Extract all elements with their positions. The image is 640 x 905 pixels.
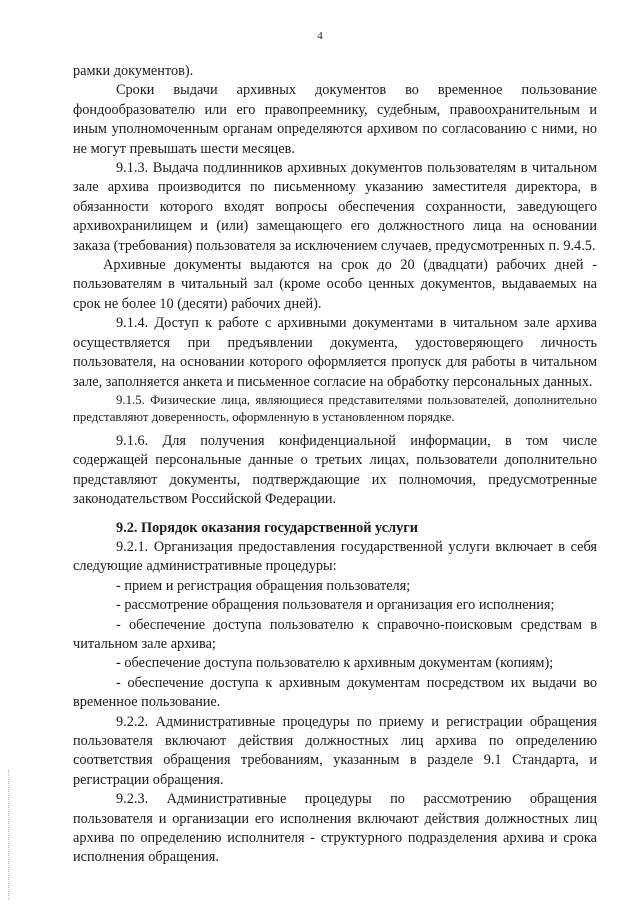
document-body (73, 62, 597, 868)
list-item: - прием и регистрация обращения пользователя; (116, 577, 411, 594)
paragraph: 9.2.3. Административные процедуры по рассмотрению обращения пользователя и организации его исполнения включают действия должностных лиц архива по определению исполнителя - структурного подразделения архива и срока исполнения обращения. (73, 791, 597, 866)
paragraph: рамки документов). (73, 63, 194, 79)
paragraph: Сроки выдачи архивных документов во временное пользование фондообразователю или его правопреемнику, судебным, правоохранительным и иным уполномоченным органам определяются архивом по согласованию с ними, но не могут превышать шести месяцев. (73, 82, 597, 157)
scan-margin-marks (8, 770, 11, 900)
paragraph: 9.1.6. Для получения конфиденциальной информации, в том числе содержащей персональные данные о третьих лицах, пользователи дополнительно представляют документы, подтверждающие их полномочия, предусмотренные законодательством Российской Федерации. (73, 432, 597, 508)
paragraph: Архивные документы выдаются на срок до 20 (двадцати) рабочих дней - пользователям в читальный зал (кроме особо ценных документов, выдаваемых на срок не более 10 (десяти) рабочих дней). (73, 257, 597, 312)
paragraph: 9.2.1. Организация предоставления государственной услуги включает в себя следующие административные процедуры: (73, 538, 597, 575)
paragraph: 9.1.5. Физические лица, являющиеся представителями пользователей, дополнительно представляют доверенность, оформленную в установленном порядке. (73, 392, 597, 424)
page-number: 4 (317, 30, 323, 42)
paragraph: 9.2.2. Административные процедуры по приему и регистрации обращения пользователя включают действия должностных лиц архива по определению соответствия обращения требованиям, указанным в разделе 9.1 Стандарта, и регистрации обращения. (73, 713, 597, 788)
list-item: - обеспечение доступа к архивным документам посредством их выдачи во временное пользование. (73, 674, 597, 711)
list-item: - обеспечение доступа пользователю к справочно-поисковым средствам в читальном зале архива; (73, 616, 597, 652)
list-item: - обеспечение доступа пользователю к архивным документам (копиям); (116, 655, 554, 672)
paragraph: 9.1.4. Доступ к работе с архивными документами в читальном зале архива осуществляется при предъявлении документа, удостоверяющего личность пользователя, на основании которого оформляется пропуск для работы в читальном зале, заполняется анкета и письменное согласие на обработку персональных данных. (73, 315, 597, 390)
section-title: 9.2. Порядок оказания государственной услуги (116, 519, 419, 536)
paragraph: 9.1.3. Выдача подлинников архивных документов пользователям в читальном зале архива производится по письменному указанию заместителя директора, в обязанности которого входят вопросы обеспечения сохранности, заведующего архивохранилищем и (или) замещающего его должностного лица на основании заказа (требования) пользователя за исключением случаев, предусмотренных п. 9.4.5. (73, 160, 597, 254)
list-item: - рассмотрение обращения пользователя и организация его исполнения; (116, 597, 555, 614)
